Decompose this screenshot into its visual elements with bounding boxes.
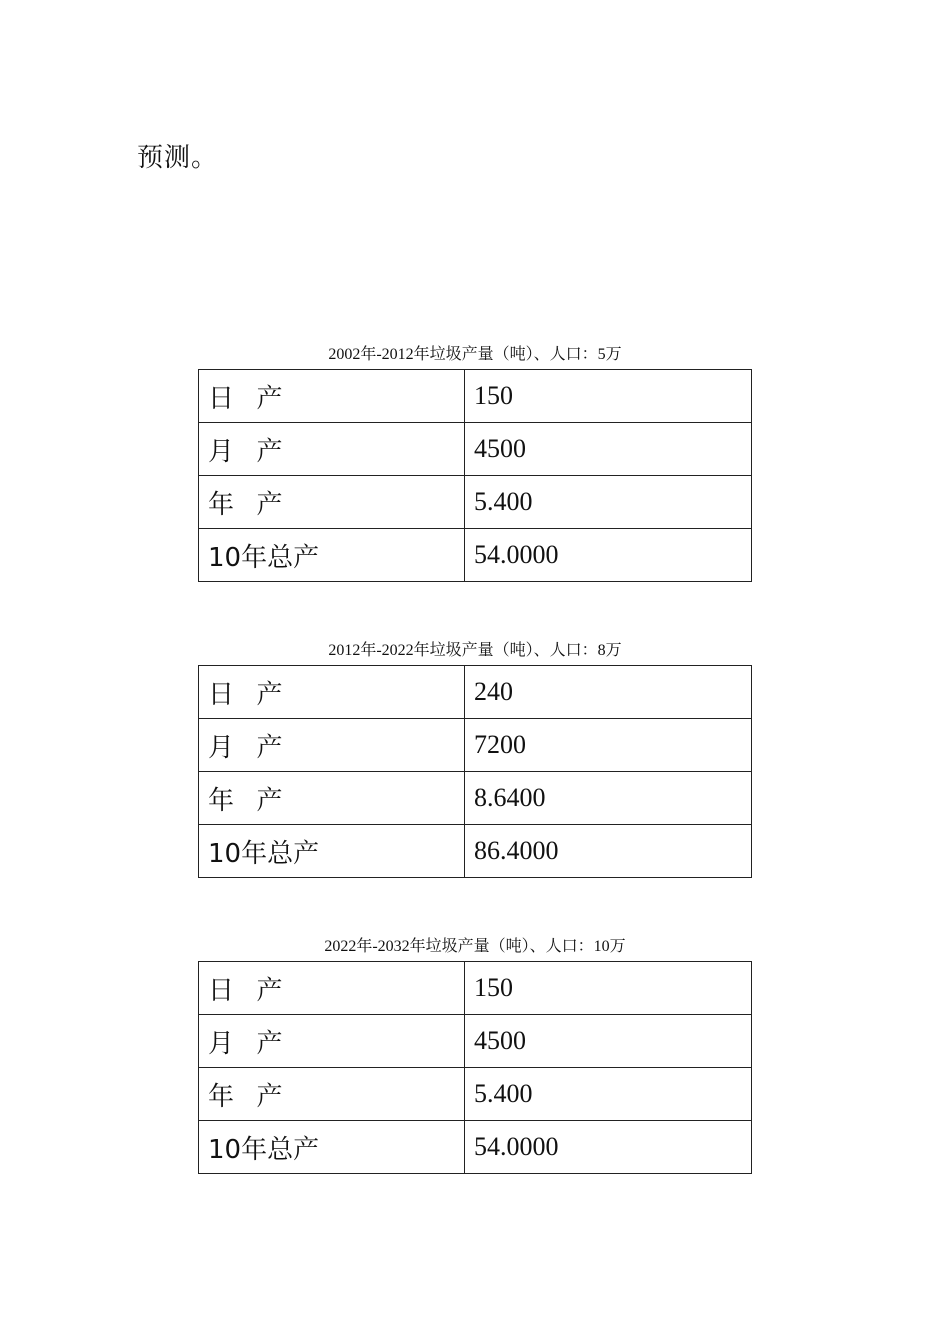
row-label: 10年总产	[199, 825, 465, 878]
data-table	[198, 369, 752, 582]
table-row	[199, 476, 752, 529]
row-label: 月 产	[199, 423, 465, 476]
table-row	[199, 719, 752, 772]
data-table	[198, 665, 752, 878]
row-value: 5.400	[465, 1068, 752, 1121]
table-block-2022-2032	[198, 937, 752, 1174]
table-row	[199, 1121, 752, 1174]
row-label: 日 产	[199, 370, 465, 423]
table-row	[199, 772, 752, 825]
table-row	[199, 370, 752, 423]
table-row	[199, 666, 752, 719]
row-value: 150	[465, 370, 752, 423]
row-label: 日 产	[199, 666, 465, 719]
row-label: 10年总产	[199, 1121, 465, 1174]
row-value: 54.0000	[465, 1121, 752, 1174]
table-caption: 2002年-2012年垃圾产量（吨）、人口：5万	[328, 346, 622, 363]
row-label: 年 产	[199, 476, 465, 529]
table-row	[199, 1068, 752, 1121]
row-label: 日 产	[199, 962, 465, 1015]
intro-text: 预测。	[137, 143, 219, 173]
table-row	[199, 529, 752, 582]
row-label: 月 产	[199, 1015, 465, 1068]
row-value: 240	[465, 666, 752, 719]
row-value: 54.0000	[465, 529, 752, 582]
row-label: 月 产	[199, 719, 465, 772]
row-label: 年 产	[199, 1068, 465, 1121]
table-row	[199, 962, 752, 1015]
table-row	[199, 1015, 752, 1068]
row-value: 7200	[465, 719, 752, 772]
row-label: 年 产	[199, 772, 465, 825]
table-block-2012-2022	[198, 641, 752, 878]
table-row	[199, 423, 752, 476]
row-value: 86.4000	[465, 825, 752, 878]
row-label: 10年总产	[199, 529, 465, 582]
row-value: 150	[465, 962, 752, 1015]
table-row	[199, 825, 752, 878]
row-value: 4500	[465, 423, 752, 476]
table-caption: 2012年-2022年垃圾产量（吨）、人口：8万	[328, 642, 622, 659]
row-value: 4500	[465, 1015, 752, 1068]
table-block-2002-2012	[198, 345, 752, 582]
data-table	[198, 961, 752, 1174]
row-value: 5.400	[465, 476, 752, 529]
table-caption: 2022年-2032年垃圾产量（吨）、人口：10万	[324, 938, 626, 955]
row-value: 8.6400	[465, 772, 752, 825]
